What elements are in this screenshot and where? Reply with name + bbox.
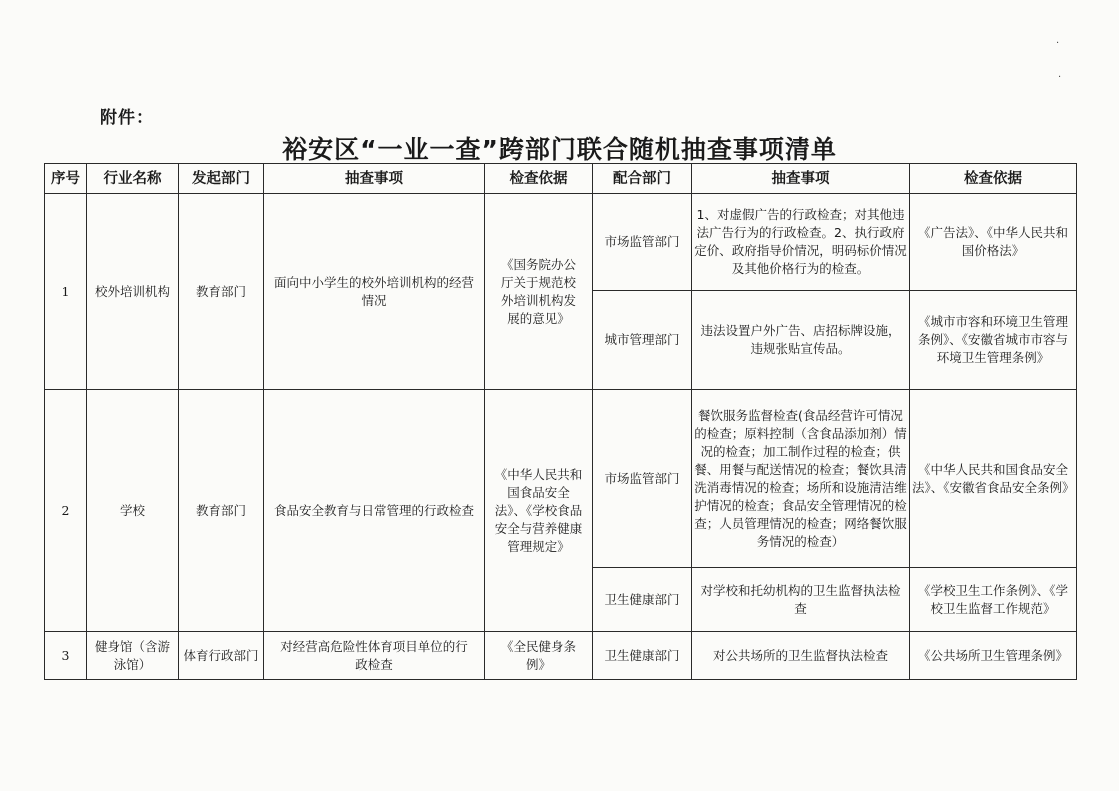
header-partner-basis: 检查依据 (910, 164, 1077, 194)
header-partner-dept: 配合部门 (593, 164, 692, 194)
inspection-item: 食品安全教育与日常管理的行政检查 (264, 390, 485, 632)
table-row (45, 194, 1077, 291)
partner-inspection-basis: 《学校卫生工作条例》、《学校卫生监督工作规范》 (910, 568, 1077, 632)
partner-dept: 卫生健康部门 (593, 632, 692, 680)
partner-inspection-basis: 《公共场所卫生管理条例》 (910, 632, 1077, 680)
partner-inspection-basis: 《广告法》、《中华人民共和国价格法》 (910, 194, 1077, 291)
inspection-item: 面向中小学生的校外培训机构的经营情况 (264, 194, 485, 390)
header-basis: 检查依据 (485, 164, 593, 194)
inspection-item: 对经营高危险性体育项目单位的行政检查 (264, 632, 485, 680)
attachment-label: 附件： (100, 108, 154, 128)
inspection-list-table (44, 163, 1077, 680)
inspection-basis: 《全民健身条例》 (485, 632, 593, 680)
partner-inspection-item: 对公共场所的卫生监督执法检查 (692, 632, 910, 680)
row-number: 1 (45, 194, 87, 390)
partner-dept: 市场监管部门 (593, 390, 692, 568)
partner-dept: 城市管理部门 (593, 291, 692, 390)
header-partner-item: 抽查事项 (692, 164, 910, 194)
inspection-basis: 《国务院办公厅关于规范校外培训机构发展的意见》 (485, 194, 593, 390)
initiating-dept: 教育部门 (179, 390, 264, 632)
header-row (45, 164, 1077, 194)
industry-name: 校外培训机构 (87, 194, 179, 390)
industry-name: 健身馆（含游泳馆） (87, 632, 179, 680)
header-no: 序号 (45, 164, 87, 194)
partner-inspection-item: 餐饮服务监督检查(食品经营许可情况的检查；原料控制（含食品添加剂）情况的检查；加工制作过程的检查；供餐、用餐与配送情况的检查；餐饮具清洗消毒情况的检查；场所和设施清洁维护情况的检查；食品安全管理情况的检查；人员管理情况的检查；网络餐饮服务情况的检查） (692, 390, 910, 568)
initiating-dept: 教育部门 (179, 194, 264, 390)
partner-dept: 卫生健康部门 (593, 568, 692, 632)
partner-inspection-basis: 《中华人民共和国食品安全法》、《安徽省食品安全条例》 (910, 390, 1077, 568)
table-row (45, 632, 1077, 680)
document-title: 裕安区“一业一查”跨部门联合随机抽查事项清单 (282, 135, 837, 164)
partner-dept: 市场监管部门 (593, 194, 692, 291)
industry-name: 学校 (87, 390, 179, 632)
header-industry: 行业名称 (87, 164, 179, 194)
header-item: 抽查事项 (264, 164, 485, 194)
scan-speck: · (1058, 72, 1062, 83)
row-number: 2 (45, 390, 87, 632)
initiating-dept: 体育行政部门 (179, 632, 264, 680)
partner-inspection-item: 违法设置户外广告、店招标牌设施，违规张贴宣传品。 (692, 291, 910, 390)
partner-inspection-basis: 《城市市容和环境卫生管理条例》、《安徽省城市市容与环境卫生管理条例》 (910, 291, 1077, 390)
table-row (45, 390, 1077, 568)
scan-speck: · (1056, 38, 1060, 49)
partner-inspection-item: 对学校和托幼机构的卫生监督执法检查 (692, 568, 910, 632)
row-number: 3 (45, 632, 87, 680)
partner-inspection-item: 1、对虚假广告的行政检查；对其他违法广告行为的行政检查。2、执行政府定价、政府指导价情况，明码标价情况及其他价格行为的检查。 (692, 194, 910, 291)
inspection-basis: 《中华人民共和国食品安全法》、《学校食品安全与营养健康管理规定》 (485, 390, 593, 632)
header-initiator: 发起部门 (179, 164, 264, 194)
